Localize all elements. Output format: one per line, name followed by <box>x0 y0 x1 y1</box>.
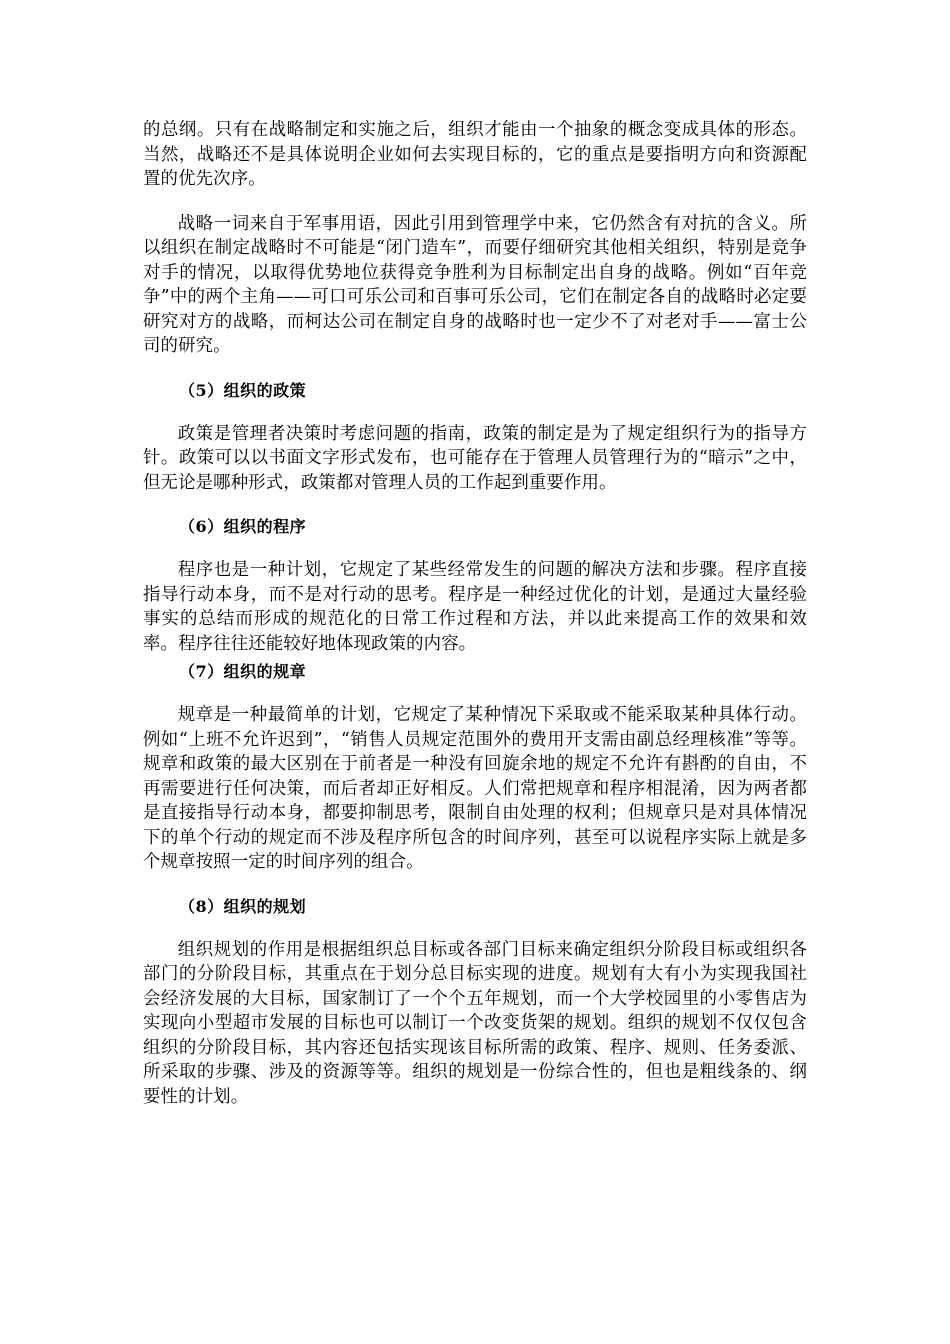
paragraph-policy: 政策是管理者决策时考虑问题的指南，政策的制定是为了规定组织行为的指导方针。政策可以以书面文字形式发布，也可能存在于管理人员管理行为的“暗示”之中，但无论是哪种形式，政策都对管理人员的工作起到重要作用。 <box>143 423 807 493</box>
paragraph-strategy-continued: 的总纲。只有在战略制定和实施之后，组织才能由一个抽象的概念变成具体的形态。当然，战略还不是具体说明企业如何去实现目标的，它的重点是要指明方向和资源配置的优先次序。 <box>143 120 807 189</box>
paragraph-strategy-origin: 战略一词来自于军事用语，因此引用到管理学中来，它仍然含有对抗的含义。所以组织在制定战略时不可能是“闭门造车”，而要仔细研究其他相关组织，特别是竞争对手的情况，以取得优势地位获得竞争胜利为目标制定出自身的战略。例如“百年竞争”中的两个主角——可口可乐公司和百事可乐公司，它们在制定各自的战略时必定要研究对方的战略，而柯达公司在制定自身的战略时也一定少不了对老对手——富士公司的研究。 <box>143 213 807 356</box>
paragraph-procedure: 程序也是一种计划，它规定了某些经常发生的问题的解决方法和步骤。程序直接指导行动本身，而不是对行动的思考。程序是一种经过优化的计划，是通过大量经验事实的总结而形成的规范化的日常工作过程和方法，并以此来提高工作的效果和效率。程序往往还能较好地体现政策的内容。 <box>143 560 807 654</box>
heading-procedure: （6）组织的程序 <box>179 517 307 536</box>
heading-rules: （7）组织的规章 <box>179 662 307 681</box>
paragraph-rules: 规章是一种最简单的计划，它规定了某种情况下采取或不能采取某种具体行动。例如“上班不允许迟到”，“销售人员规定范围外的费用开支需由副总经理核准”等等。规章和政策的最大区别在于前者是一种没有回旋余地的规定不允许有斟酌的自由，不再需要进行任何决策，而后者却正好相反。人们常把规章和程序相混淆，因为两者都是直接指导行动本身，都要抑制思考，限制自由处理的权利；但规章只是对具体情况下的单个行动的规定而不涉及程序所包含的时间序列，甚至可以说程序实际上就是多个规章按照一定的时间序列的组合。 <box>143 705 807 872</box>
heading-policy: （5）组织的政策 <box>179 380 307 400</box>
document-page <box>143 118 807 1109</box>
heading-planning: （8）组织的规划 <box>179 896 307 916</box>
paragraph-planning: 组织规划的作用是根据组织总目标或各部门目标来确定组织分阶段目标或组织各部门的分阶段目标，其重点在于划分总目标实现的进度。规划有大有小为实现我国社会经济发展的大目标，国家制订了一个个五年规划，而一个大学校园里的小零售店为实现向小型超市发展的目标也可以制订一个改变货架的规划。组织的规划不仅仅包含组织的分阶段目标，其内容还包括实现该目标所需的政策、程序、规则、任务委派、所采取的步骤、涉及的资源等等。组织的规划是一份综合性的，但也是粗线条的、纲要性的计划。 <box>143 939 807 1107</box>
